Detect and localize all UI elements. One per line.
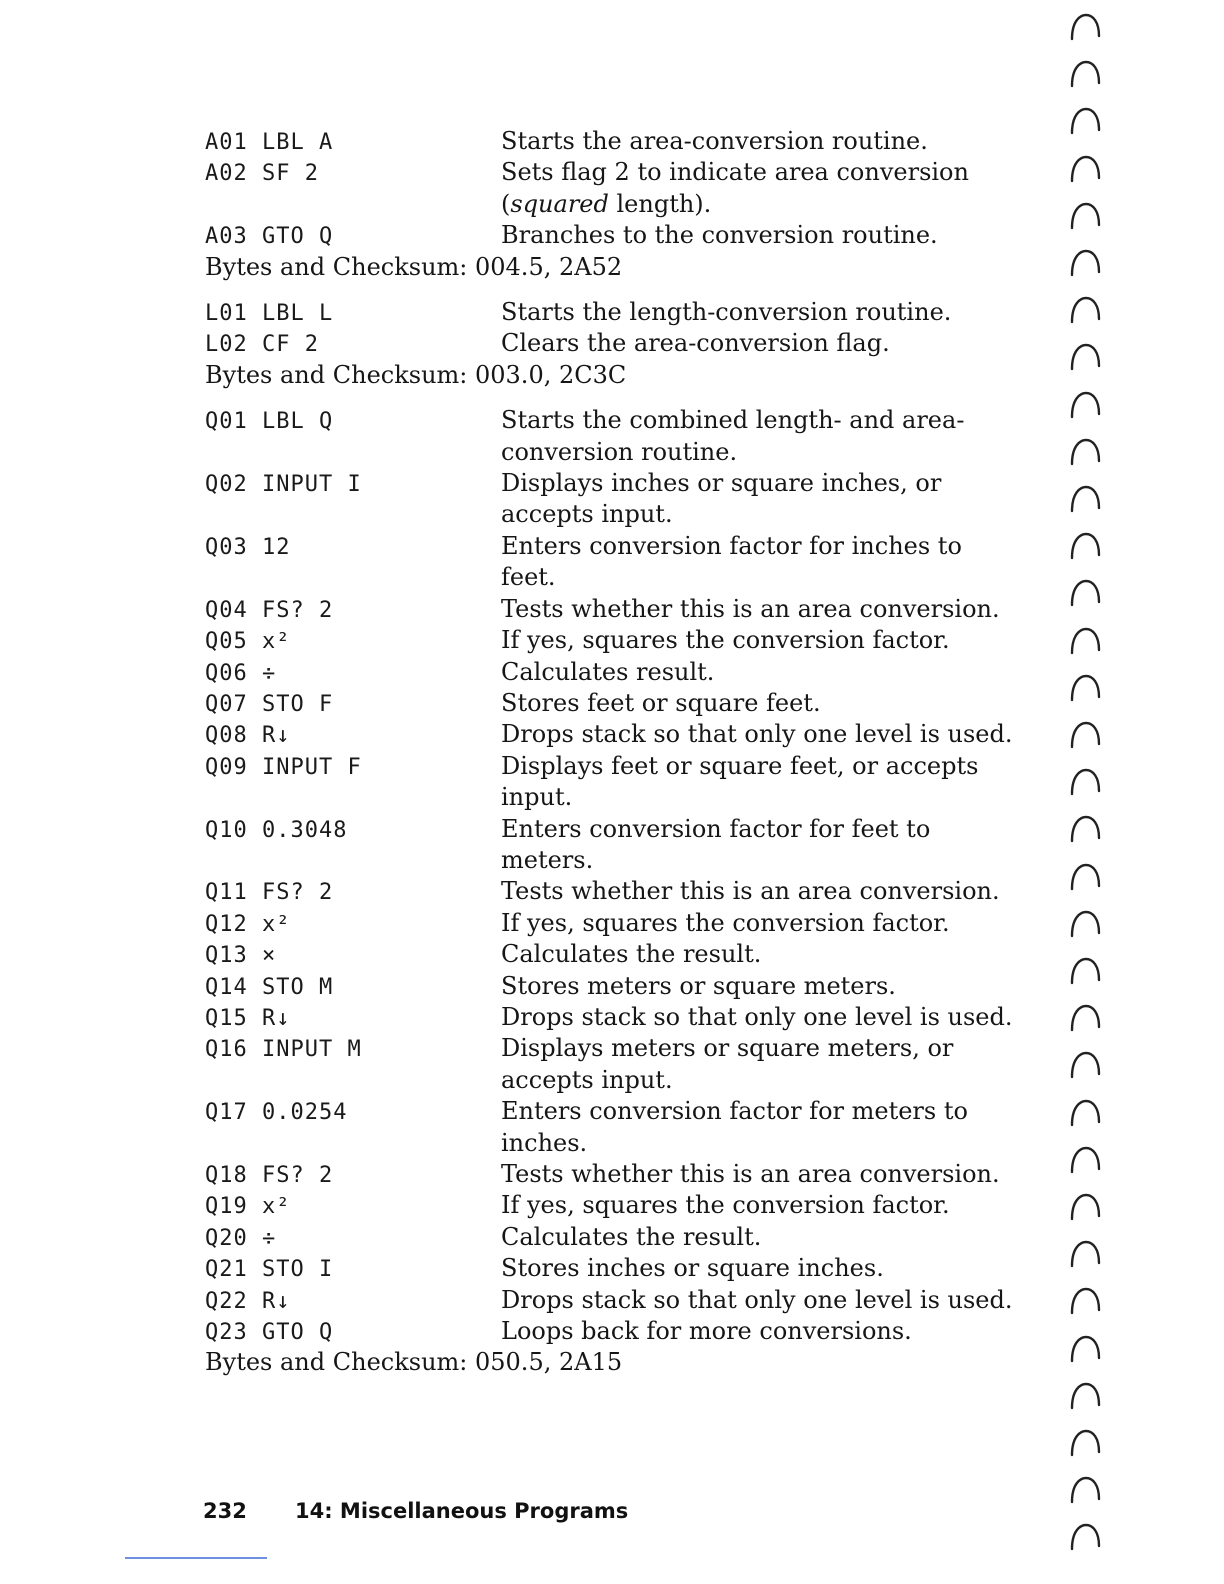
- binding-ring-icon: [1068, 1098, 1102, 1128]
- program-step-description: Tests whether this is an area conversion.: [501, 877, 1000, 906]
- program-step-code: Q14 STO M: [205, 974, 334, 1000]
- program-line: [205, 1222, 1035, 1253]
- program-step-description: Stores feet or square feet.: [501, 688, 821, 717]
- binding-ring-icon: [1068, 1145, 1102, 1175]
- program-step-description: Drops stack so that only one level is used.: [501, 1002, 1013, 1031]
- program-line: [205, 594, 1035, 625]
- program-block: [205, 405, 1035, 1379]
- program-step-description: Displays feet or square feet, or accepts input.: [501, 751, 979, 812]
- program-line: [205, 876, 1035, 907]
- program-line: [205, 1002, 1035, 1033]
- program-step-description: Tests whether this is an area conversion.: [501, 1160, 1000, 1188]
- binding-ring-icon: [1068, 201, 1102, 231]
- program-line: [205, 405, 1035, 468]
- program-step-code: Q12 x²: [205, 911, 291, 937]
- binding-ring-icon: [1068, 484, 1102, 514]
- program-step-code: Q22 R↓: [205, 1288, 291, 1314]
- program-line: [205, 1033, 1035, 1096]
- program-step-description: Enters conversion factor for feet to meters.: [501, 814, 931, 874]
- program-step-code: Q21 STO I: [205, 1257, 334, 1283]
- program-step-code: Q19 x²: [205, 1194, 291, 1220]
- program-step-description: Starts the area-conversion routine.: [501, 127, 928, 155]
- program-block: [205, 297, 1035, 391]
- program-line: [205, 1190, 1035, 1221]
- binding-ring-icon: [1068, 154, 1102, 184]
- program-step-description: Enters conversion factor for meters to inches.: [501, 1097, 968, 1157]
- scan-edge-line: [125, 1557, 267, 1559]
- binding-ring-icon: [1068, 437, 1102, 467]
- program-line: [205, 1096, 1035, 1159]
- binding-ring-icon: [1068, 1381, 1102, 1411]
- page-footer: [203, 1499, 628, 1523]
- program-line: [205, 908, 1035, 939]
- program-line: [205, 531, 1035, 594]
- program-line: [205, 1159, 1035, 1190]
- binding-ring-icon: [1068, 578, 1102, 608]
- binding-ring-icon: [1068, 1522, 1102, 1552]
- program-step-description: Calculates the result.: [501, 940, 762, 969]
- program-line: [205, 688, 1035, 719]
- binding-ring-icon: [1068, 1428, 1102, 1458]
- binding-ring-icon: [1068, 1286, 1102, 1316]
- program-listing: [205, 126, 1035, 1379]
- program-step-code: A01 LBL A: [205, 130, 334, 155]
- chapter-title: 14: Miscellaneous Programs: [295, 1499, 629, 1523]
- program-step-description: Loops back for more conversions.: [501, 1317, 912, 1346]
- binding-ring-icon: [1068, 531, 1102, 561]
- binding-ring-icon: [1068, 59, 1102, 89]
- program-step-code: Q06 ÷: [205, 660, 277, 686]
- program-line: [205, 1253, 1035, 1284]
- binding-ring-icon: [1068, 248, 1102, 278]
- program-step-code: Q10 0.3048: [205, 817, 348, 843]
- program-step-code: Q07 STO F: [205, 691, 334, 717]
- program-line: [205, 328, 1035, 359]
- program-step-description: Branches to the conversion routine.: [501, 221, 938, 250]
- program-step-description: Drops stack so that only one level is used.: [501, 720, 1013, 749]
- description-emphasis: squared: [510, 189, 609, 218]
- binding-ring-icon: [1068, 956, 1102, 986]
- binding-ring-icon: [1068, 626, 1102, 656]
- program-step-description: Starts the combined length- and area-conversion routine.: [501, 406, 965, 466]
- binding-ring-icon: [1068, 1239, 1102, 1269]
- program-step-code: Q18 FS? 2: [205, 1163, 334, 1188]
- program-step-code: Q17 0.0254: [205, 1100, 348, 1126]
- program-step-description: Calculates result.: [501, 657, 715, 686]
- program-step-code: Q15 R↓: [205, 1005, 291, 1031]
- program-line: [205, 625, 1035, 656]
- binding-ring-icon: [1068, 1334, 1102, 1364]
- bytes-and-checksum: Bytes and Checksum: 003.0, 2C3C: [205, 360, 627, 389]
- binding-ring-icon: [1068, 295, 1102, 325]
- program-line: [205, 126, 1035, 157]
- program-line: [205, 751, 1035, 814]
- binding-ring-icon: [1068, 1003, 1102, 1033]
- program-step-code: Q11 FS? 2: [205, 880, 334, 906]
- program-step-description: Enters conversion factor for inches to feet.: [501, 531, 962, 592]
- bytes-and-checksum: Bytes and Checksum: 050.5, 2A15: [205, 1348, 623, 1377]
- program-step-code: Q05 x²: [205, 629, 291, 655]
- program-step-description: Displays meters or square meters, or accepts input.: [501, 1034, 954, 1094]
- page-number: 232: [203, 1499, 247, 1523]
- program-step-description: [501, 157, 1021, 220]
- program-line: [205, 1285, 1035, 1316]
- binding-ring-icon: [1068, 720, 1102, 750]
- binding-ring-icon: [1068, 12, 1102, 42]
- program-line: [205, 814, 1035, 877]
- program-line: [205, 297, 1035, 328]
- binding-ring-icon: [1068, 767, 1102, 797]
- program-step-code: L01 LBL L: [205, 301, 334, 327]
- program-step-code: Q20 ÷: [205, 1225, 277, 1251]
- binding-ring-icon: [1068, 1050, 1102, 1080]
- spiral-binding: [1060, 0, 1120, 1584]
- bytes-and-checksum: Bytes and Checksum: 004.5, 2A52: [205, 252, 623, 281]
- program-step-description: If yes, squares the conversion factor.: [501, 1191, 950, 1220]
- binding-ring-icon: [1068, 673, 1102, 703]
- program-line: [205, 971, 1035, 1002]
- program-step-code: Q01 LBL Q: [205, 409, 334, 435]
- program-step-description: Stores inches or square inches.: [501, 1254, 884, 1283]
- program-step-code: Q16 INPUT M: [205, 1037, 362, 1063]
- binding-ring-icon: [1068, 106, 1102, 136]
- binding-ring-icon: [1068, 1475, 1102, 1505]
- program-line: [205, 220, 1035, 251]
- binding-ring-icon: [1068, 909, 1102, 939]
- program-step-code: Q02 INPUT I: [205, 472, 362, 498]
- program-step-description: Drops stack so that only one level is used.: [501, 1285, 1013, 1314]
- program-line: [205, 939, 1035, 970]
- program-line: [205, 719, 1035, 750]
- program-step-code: A03 GTO Q: [205, 224, 334, 250]
- binding-ring-icon: [1068, 342, 1102, 372]
- program-step-description: Tests whether this is an area conversion.: [501, 594, 1000, 623]
- program-step-description: Clears the area-conversion flag.: [501, 329, 890, 358]
- program-step-description: Stores meters or square meters.: [501, 971, 896, 1000]
- program-line: [205, 1316, 1035, 1347]
- program-step-code: Q08 R↓: [205, 723, 291, 749]
- program-step-description: Calculates the result.: [501, 1222, 762, 1251]
- binding-ring-icon: [1068, 814, 1102, 844]
- program-step-code: Q04 FS? 2: [205, 597, 334, 623]
- description-text: Sets flag 2 to indicate area conversion (: [501, 158, 969, 218]
- program-line: [205, 157, 1035, 220]
- program-step-code: Q23 GTO Q: [205, 1320, 334, 1346]
- program-line: [205, 657, 1035, 688]
- program-step-description: Starts the length-conversion routine.: [501, 298, 952, 327]
- binding-ring-icon: [1068, 862, 1102, 892]
- program-step-code: Q03 12: [205, 534, 291, 560]
- program-step-description: If yes, squares the conversion factor.: [501, 908, 950, 937]
- program-step-code: A02 SF 2: [205, 161, 319, 187]
- program-step-description: If yes, squares the conversion factor.: [501, 626, 950, 655]
- program-block: [205, 126, 1035, 283]
- binding-ring-icon: [1068, 390, 1102, 420]
- program-step-code: Q13 ×: [205, 943, 277, 969]
- program-step-code: L02 CF 2: [205, 332, 319, 358]
- program-line: [205, 468, 1035, 531]
- program-step-code: Q09 INPUT F: [205, 754, 362, 780]
- binding-ring-icon: [1068, 1192, 1102, 1222]
- program-step-description: Displays inches or square inches, or accepts input.: [501, 469, 942, 529]
- description-text: length).: [608, 189, 712, 218]
